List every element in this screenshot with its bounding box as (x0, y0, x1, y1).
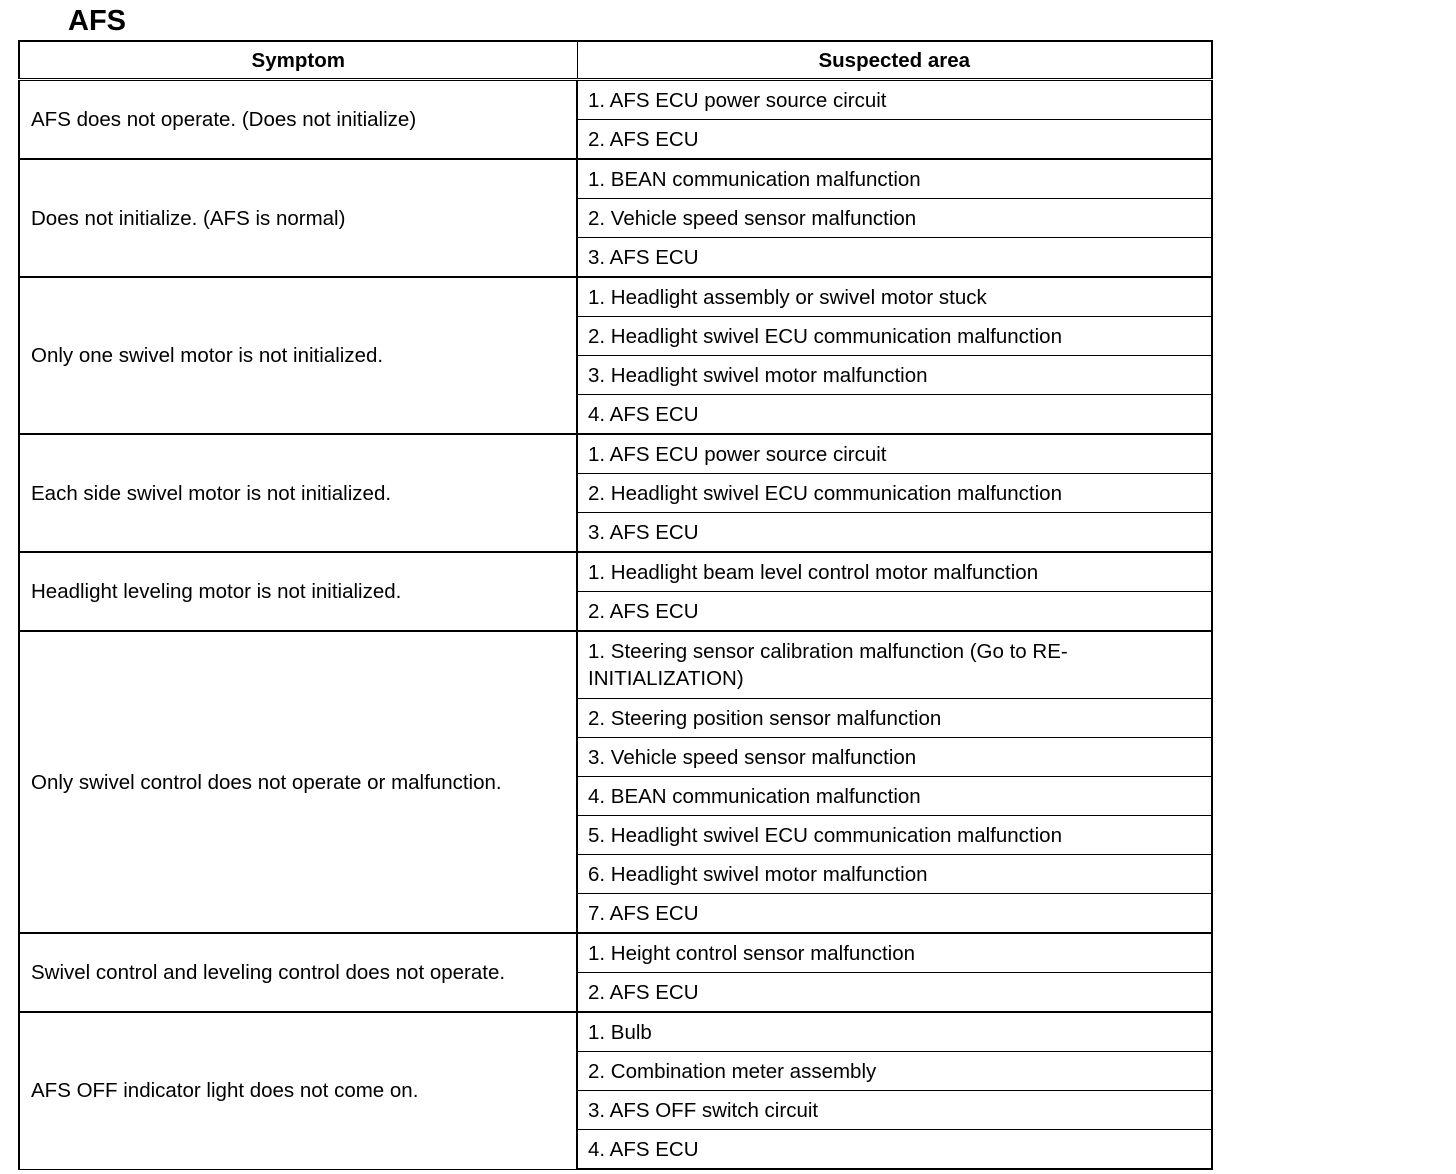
suspected-area-cell: 7. AFS ECU (577, 894, 1212, 934)
table-row (19, 552, 1212, 592)
suspected-area-cell: 2. Combination meter assembly (577, 1052, 1212, 1091)
symptom-cell: Only swivel control does not operate or malfunction. (19, 631, 577, 933)
symptom-cell: AFS does not operate. (Does not initialize) (19, 80, 577, 160)
suspected-area-cell: 3. AFS ECU (577, 513, 1212, 553)
suspected-area-cell: 2. AFS ECU (577, 592, 1212, 632)
symptom-cell: Swivel control and leveling control does not operate. (19, 933, 577, 1012)
suspected-area-cell: 6. Headlight swivel motor malfunction (577, 855, 1212, 894)
suspected-area-cell: 4. BEAN communication malfunction (577, 777, 1212, 816)
table-row (19, 933, 1212, 973)
suspected-area-cell: 1. Headlight beam level control motor malfunction (577, 552, 1212, 592)
table-row (19, 1012, 1212, 1052)
page-title: AFS (68, 5, 126, 37)
symptom-table (18, 40, 1213, 1170)
table-row (19, 80, 1212, 120)
symptom-cell: Each side swivel motor is not initialized. (19, 434, 577, 552)
symptom-cell: Does not initialize. (AFS is normal) (19, 159, 577, 277)
table-row (19, 434, 1212, 474)
symptom-cell: AFS OFF indicator light does not come on. (19, 1012, 577, 1169)
suspected-area-cell: 2. Headlight swivel ECU communication malfunction (577, 474, 1212, 513)
table-row (19, 159, 1212, 199)
suspected-area-cell: 3. Headlight swivel motor malfunction (577, 356, 1212, 395)
suspected-area-cell: 2. Vehicle speed sensor malfunction (577, 199, 1212, 238)
suspected-area-cell: 3. Vehicle speed sensor malfunction (577, 738, 1212, 777)
suspected-area-cell: 3. AFS ECU (577, 238, 1212, 278)
table-row (19, 277, 1212, 317)
suspected-area-cell: 2. AFS ECU (577, 120, 1212, 160)
suspected-area-cell: 1. AFS ECU power source circuit (577, 80, 1212, 120)
suspected-area-cell: 1. AFS ECU power source circuit (577, 434, 1212, 474)
header-suspected-area: Suspected area (577, 41, 1212, 80)
symptom-cell: Headlight leveling motor is not initialized. (19, 552, 577, 631)
suspected-area-cell: 4. AFS ECU (577, 395, 1212, 435)
table-body (19, 80, 1212, 1170)
suspected-area-cell: 1. Height control sensor malfunction (577, 933, 1212, 973)
suspected-area-cell: 1. Bulb (577, 1012, 1212, 1052)
table-row (19, 631, 1212, 699)
suspected-area-cell: 2. Headlight swivel ECU communication malfunction (577, 317, 1212, 356)
suspected-area-cell: 2. AFS ECU (577, 973, 1212, 1013)
suspected-area-cell: 3. AFS OFF switch circuit (577, 1091, 1212, 1130)
header-symptom: Symptom (19, 41, 577, 80)
table-header-row (19, 41, 1212, 80)
suspected-area-cell: 2. Steering position sensor malfunction (577, 699, 1212, 738)
suspected-area-cell: 1. Steering sensor calibration malfunction (Go to RE-INITIALIZATION) (577, 631, 1212, 699)
symptom-cell: Only one swivel motor is not initialized. (19, 277, 577, 434)
suspected-area-cell: 1. Headlight assembly or swivel motor stuck (577, 277, 1212, 317)
suspected-area-cell: 1. BEAN communication malfunction (577, 159, 1212, 199)
suspected-area-cell: 5. Headlight swivel ECU communication malfunction (577, 816, 1212, 855)
suspected-area-cell: 4. AFS ECU (577, 1130, 1212, 1170)
